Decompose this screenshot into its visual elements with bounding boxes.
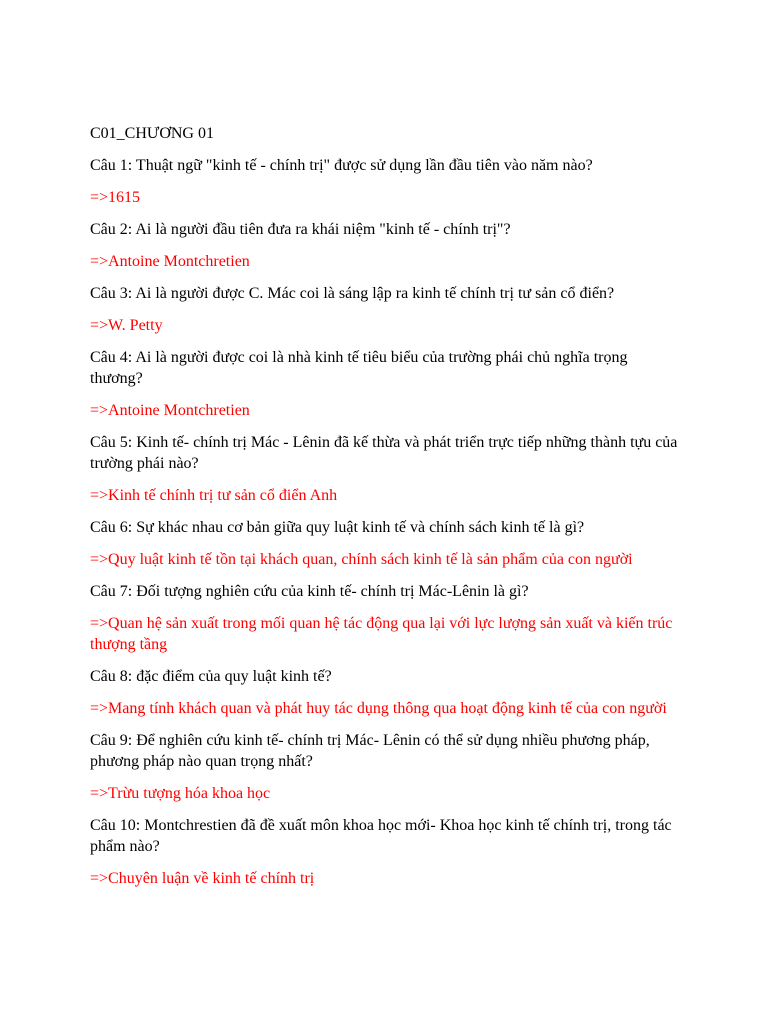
question-text: Câu 9: Để nghiên cứu kinh tế- chính trị Mác- Lênin có thể sử dụng nhiều phương pháp, phương pháp nào quan trọng nhất? [90, 732, 650, 770]
question-text: Câu 5: Kinh tế- chính trị Mác - Lênin đã kế thừa và phát triển trực tiếp những thành tựu của trường phái nào? [90, 434, 678, 472]
qa-item-1 [90, 155, 680, 208]
qa-item-8 [90, 666, 680, 719]
qa-item-9 [90, 730, 680, 804]
answer-text: =>Kinh tế chính trị tư sản cổ điển Anh [90, 487, 338, 504]
answer-text: =>Antoine Montchretien [90, 402, 250, 419]
answer-text: =>Chuyên luận về kinh tế chính trị [90, 870, 315, 887]
answer-text: =>Mang tính khách quan và phát huy tác dụng thông qua hoạt động kinh tế của con người [90, 700, 667, 717]
qa-item-10 [90, 815, 680, 889]
qa-item-7 [90, 581, 680, 655]
question-text: Câu 6: Sự khác nhau cơ bản giữa quy luật kinh tế và chính sách kinh tế là gì? [90, 519, 585, 536]
qa-item-2 [90, 219, 680, 272]
question-text: Câu 2: Ai là người đầu tiên đưa ra khái niệm "kinh tế - chính trị"? [90, 221, 511, 238]
qa-item-5 [90, 432, 680, 506]
answer-text: =>1615 [90, 189, 141, 206]
question-text: Câu 1: Thuật ngữ "kinh tế - chính trị" được sử dụng lần đầu tiên vào năm nào? [90, 157, 593, 174]
qa-item-4 [90, 347, 680, 421]
document-page [90, 124, 680, 900]
chapter-heading: C01_CHƯƠNG 01 [90, 125, 214, 142]
qa-item-6 [90, 517, 680, 570]
answer-text: =>W. Petty [90, 317, 163, 334]
question-text: Câu 3: Ai là người được C. Mác coi là sáng lập ra kinh tế chính trị tư sản cổ điển? [90, 285, 615, 302]
qa-item-3 [90, 283, 680, 336]
answer-text: =>Antoine Montchretien [90, 253, 250, 270]
question-text: Câu 4: Ai là người được coi là nhà kinh tế tiêu biểu của trường phái chủ nghĩa trọng thương? [90, 349, 628, 387]
question-text: Câu 8: đặc điểm của quy luật kinh tế? [90, 668, 332, 685]
answer-text: =>Trừu tượng hóa khoa học [90, 785, 271, 802]
answer-text: =>Quy luật kinh tế tồn tại khách quan, chính sách kinh tế là sản phẩm của con người [90, 551, 633, 568]
answer-text: =>Quan hệ sản xuất trong mối quan hệ tác động qua lại với lực lượng sản xuất và kiến trúc thượng tầng [90, 615, 673, 653]
question-text: Câu 10: Montchrestien đã đề xuất môn khoa học mới- Khoa học kinh tế chính trị, trong tác phẩm nào? [90, 817, 672, 855]
question-text: Câu 7: Đối tượng nghiên cứu của kinh tế- chính trị Mác-Lênin là gì? [90, 583, 529, 600]
